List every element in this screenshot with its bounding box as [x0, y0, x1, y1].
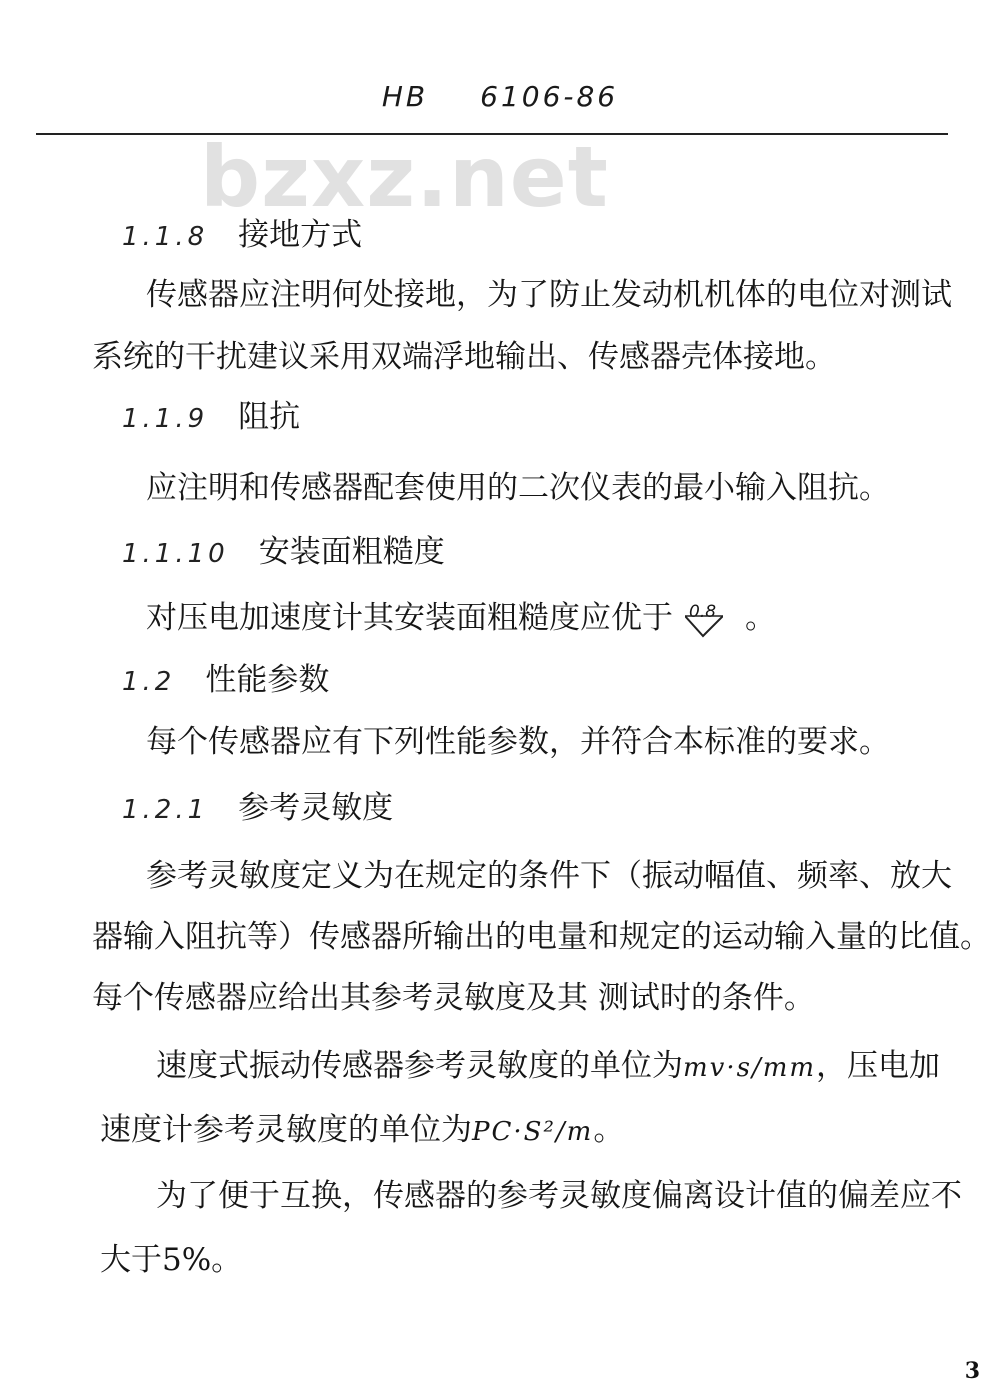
page-number: 3: [964, 1358, 980, 1384]
paragraph-line: 系统的干扰建议采用双端浮地输出、传感器壳体接地。: [92, 339, 836, 375]
roughness-symbol: [679, 600, 739, 640]
section-heading-1-1-8: [122, 215, 362, 257]
paragraph-line: 器输入阻抗等）传感器所输出的电量和规定的运动输入量的比值。: [92, 919, 991, 955]
watermark: bzxz.net: [200, 128, 609, 226]
section-title: 参考灵敏度: [238, 790, 394, 826]
paragraph-line: 传感器应注明何处接地，为了防止发动机机体的电位对测试: [146, 277, 952, 313]
accel-unit-end: 。: [593, 1112, 625, 1148]
paragraph-line: 为了便于互换，传感器的参考灵敏度偏离设计值的偏差应不: [156, 1178, 962, 1214]
section-number: 1.1.9: [122, 404, 209, 434]
section-heading-1-1-10: [122, 532, 445, 574]
section-title: 性能参数: [205, 662, 330, 698]
velocity-unit-end: ，压电加: [816, 1048, 941, 1084]
standard-code: [0, 80, 1000, 113]
paragraph-line: 应注明和传感器配套使用的二次仪表的最小输入阻抗。: [146, 470, 890, 506]
paragraph-line: [156, 1046, 940, 1088]
section-title: 阻抗: [238, 399, 301, 435]
paragraph-line: [100, 1110, 624, 1152]
section-title: 安装面粗糙度: [258, 534, 445, 570]
paragraph-line: [146, 598, 776, 640]
section-heading-1-1-9: [122, 397, 300, 439]
paragraph-line: 每个传感器应有下列性能参数，并符合本标准的要求。: [146, 724, 890, 760]
paragraph-line: 每个传感器应给出其参考灵敏度及其 测试时的条件。: [92, 980, 815, 1016]
accel-unit: PC·S²/m: [472, 1117, 594, 1147]
velocity-unit: mv·s/mm: [683, 1053, 817, 1083]
standard-number: 6106-86: [480, 80, 619, 113]
paragraph-line: 大于5%。: [100, 1242, 243, 1278]
section-heading-1-2-1: [122, 788, 393, 830]
roughness-text: 对压电加速度计其安装面粗糙度应优于: [146, 600, 673, 636]
standard-prefix: HB: [381, 80, 429, 113]
paragraph-line: 参考灵敏度定义为在规定的条件下（振动幅值、频率、放大: [146, 858, 952, 894]
section-number: 1.2.1: [122, 795, 209, 825]
section-number: 1.1.10: [122, 539, 229, 569]
accel-unit-text: 速度计参考灵敏度的单位为: [100, 1112, 472, 1148]
roughness-end: 。: [745, 600, 776, 636]
section-number: 1.1.8: [122, 222, 209, 252]
section-number: 1.2: [122, 667, 176, 697]
roughness-value: 0.8: [689, 601, 717, 622]
section-heading-1-2: [122, 660, 329, 702]
roughness-triangle-icon: [685, 614, 723, 638]
section-title: 接地方式: [238, 217, 363, 253]
velocity-unit-text: 速度式振动传感器参考灵敏度的单位为: [156, 1048, 683, 1084]
